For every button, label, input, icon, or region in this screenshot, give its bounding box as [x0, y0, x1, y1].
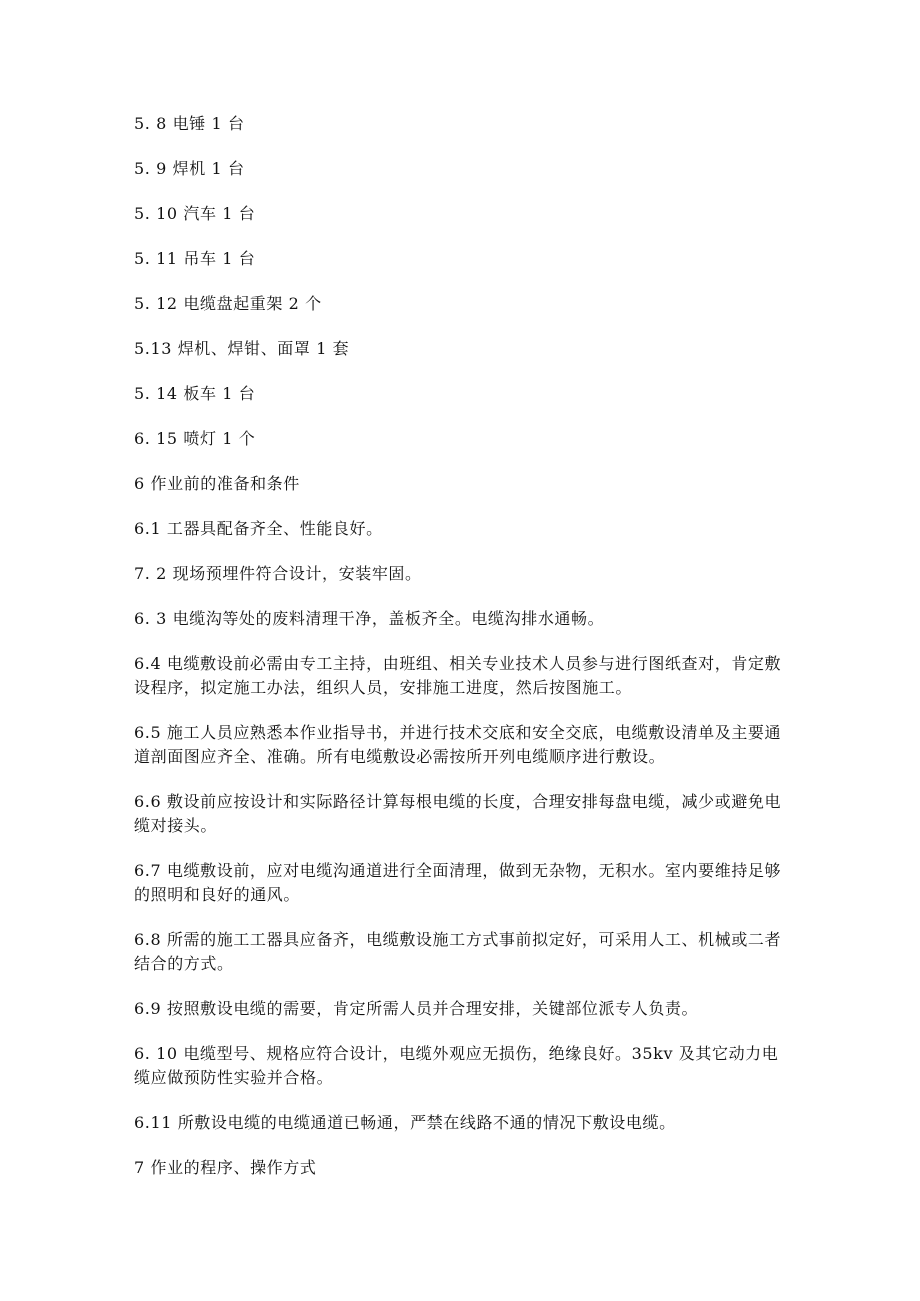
list-item-cart: 5. 14 板车 1 台 [134, 384, 256, 403]
paragraph-7-2: 7. 2 现场预埋件符合设计，安装牢固。 [134, 564, 422, 583]
list-item-welder: 5. 9 焊机 1 台 [134, 159, 245, 178]
section-heading-preparation: 6 作业前的准备和条件 [134, 474, 300, 493]
paragraph-6-1: 6.1 工器具配备齐全、性能良好。 [134, 519, 383, 538]
list-item-welding-kit: 5.13 焊机、焊钳、面罩 1 套 [134, 339, 350, 358]
list-item-crane: 5. 11 吊车 1 台 [134, 249, 256, 268]
paragraph-6-3: 6. 3 电缆沟等处的废料清理干净，盖板齐全。电缆沟排水通畅。 [134, 609, 605, 628]
list-item-blowtorch: 6. 15 喷灯 1 个 [134, 429, 256, 448]
list-item-truck: 5. 10 汽车 1 台 [134, 204, 256, 223]
section-heading-procedure: 7 作业的程序、操作方式 [134, 1158, 317, 1177]
paragraph-6-11: 6.11 所敷设电缆的电缆通道已畅通，严禁在线路不通的情况下敷设电缆。 [134, 1113, 676, 1132]
paragraph-6-8: 6.8 所需的施工工器具应备齐，电缆敷设施工方式事前拟定好，可采用人工、机械或二者结合的方式。 [134, 930, 782, 973]
paragraph-6-4: 6.4 电缆敷设前必需由专工主持，由班组、相关专业技术人员参与进行图纸查对，肯定敷设程序，拟定施工办法，组织人员，安排施工进度，然后按图施工。 [134, 654, 782, 697]
paragraph-6-5: 6.5 施工人员应熟悉本作业指导书，并进行技术交底和安全交底，电缆敷设清单及主要通道剖面图应齐全、准确。所有电缆敷设必需按所开列电缆顺序进行敷设。 [134, 723, 782, 766]
list-item-cable-drum-stand: 5. 12 电缆盘起重架 2 个 [134, 294, 322, 313]
paragraph-6-7: 6.7 电缆敷设前，应对电缆沟通道进行全面清理，做到无杂物，无积水。室内要维持足够的照明和良好的通风。 [134, 861, 782, 904]
paragraph-6-6: 6.6 敷设前应按设计和实际路径计算每根电缆的长度，合理安排每盘电缆，减少或避免电缆对接头。 [134, 792, 782, 835]
document-body [134, 112, 786, 1201]
paragraph-6-9: 6.9 按照敷设电缆的需要，肯定所需人员并合理安排，关键部位派专人负责。 [134, 999, 699, 1018]
paragraph-6-10: 6. 10 电缆型号、规格应符合设计，电缆外观应无损伤，绝缘良好。35kv 及其它动力电缆应做预防性实验并合格。 [134, 1044, 779, 1087]
list-item-electric-hammer: 5. 8 电锤 1 台 [134, 114, 245, 133]
